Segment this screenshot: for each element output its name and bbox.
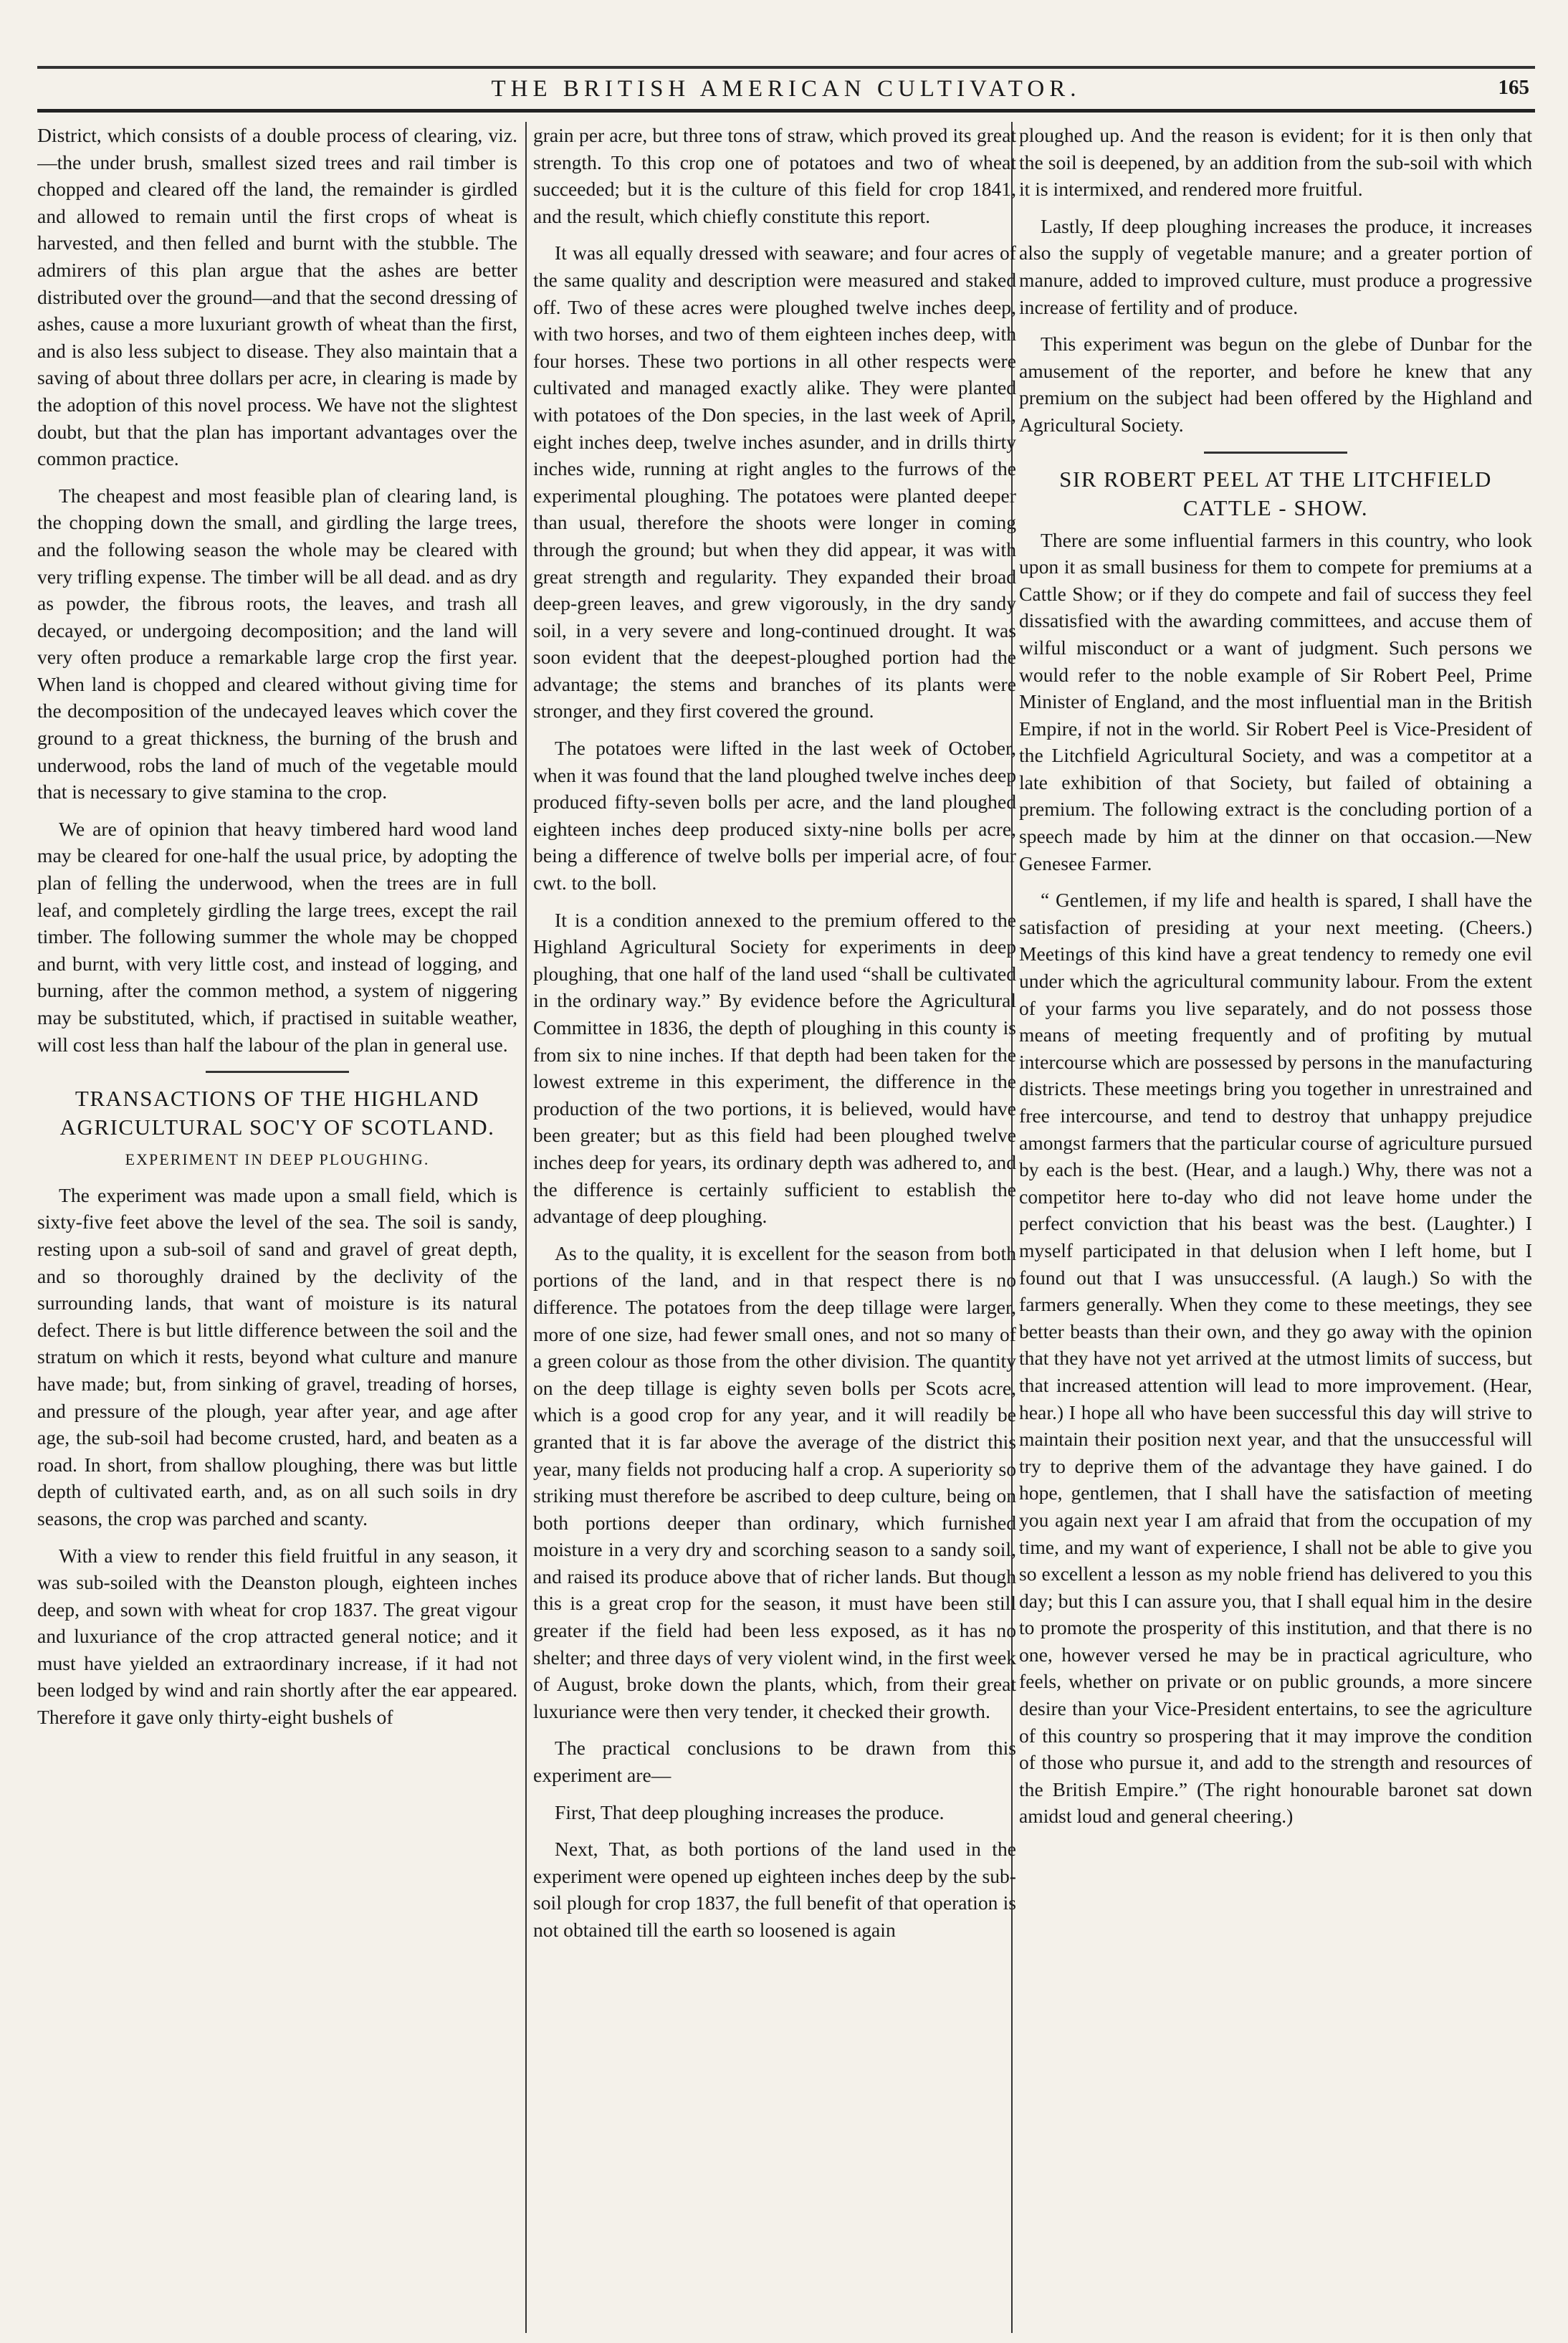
- paragraph: grain per acre, but three tons of straw, which proved its great strength. To this crop one of potatoes and two of wheat succeeded; but it is the culture of this field for crop 1841, and the result, which chiefly constitute this report.: [533, 124, 1016, 227]
- header-rule: [37, 66, 1535, 69]
- paragraph: “ Gentlemen, if my life and health is spared, I shall have the satisfaction of presiding at your next meeting. (Cheers.) Meetings of this kind have a great tendency to remedy one evil under which the agricultural community labour. From the extent of your farms you live separately, and do not possess those means of meeting frequently and of profiting by mutual intercourse which are possessed by persons in the manufacturing districts. These meetings bring you together in unrestrained and free intercourse, and tend to destroy that unhappy prejudice amongst farmers that the particular course of agriculture pursued by each is the best. (Hear, and a laugh.) Why, there was not a competitor here to-day who did not leave home under the perfect conviction that his beast was the best. (Laughter.) I myself participated in that delusion when I left home, but I found out that I was unsuccessful. (A laugh.) So with the farmers generally. When they come to these meetings, they see better beasts than their own, and they go away with the opinion that they have not yet arrived at the utmost limits of success, but that increased attention will lead to more improvement. (Hear, hear.) I hope all who have been successful this day will strive to maintain their position next year, and that the unsuccessful will try to deprive them of the advantage they have gained. I do hope, gentlemen, that I shall have the satisfaction of meeting you again next year I am afraid that from the occupation of my time, and my want of experience, I shall not be able to give you so excellent a lesson as my noble friend has delivered to you this day; but this I can assure you, that I shall equal him in the desire to promote the prosperity of this institution, and that there is no one, however versed he may be in practical agriculture, who feels, whether on private or on public grounds, a more sincere desire than your Vice-President entertains, to see the agriculture of this country so prospering that it may improve the condition of those who pursue it, and add to the strength and resources of the British Empire.” (The right honourable baronet sat down amidst loud and general cheering.): [1019, 889, 1532, 1828]
- paragraph: ploughed up. And the reason is evident; for it is then only that the soil is deepened, by an addition from the sub-soil with which it is intermixed, and rendered more fruitful.: [1019, 124, 1532, 201]
- column-middle: [533, 122, 1016, 2333]
- paragraph: As to the quality, it is excellent for the season from both portions of the land, and in that respect there is no difference. The potatoes from the deep tillage were larger, more of one size, had fewer small ones, and not so many of a green colour as those from the other division. The quantity on the deep tillage is eighty seven bolls per Scots acre, which is a good crop for any year, and it will readily be granted that it is far above the average of the district this year, many fields not producing half a crop. A superiority so striking must therefore be ascribed to deep culture, being on both portions deeper than ordinary, which furnished moisture in a very dry and scorching season to a sandy soil, and raised its produce above that of richer lands. But though this is a great crop for the season, it must have been still greater if the field had been less exposed, as it has no shelter; and three days of very violent wind, in the first week of August, broke down the plants, which, from their great luxuriance were then very tender, it checked their growth.: [533, 1241, 1016, 1722]
- paragraph: Lastly, If deep ploughing increases the produce, it increases also the supply of vegetable manure; and a greater portion of manure, added to improved culture, must produce a progressive increase of fertility and of produce.: [1019, 214, 1532, 318]
- paragraph: It was all equally dressed with seaware; and four acres of the same quality and description were measured and staked off. Two of these acres were ploughed twelve inches deep, with two horses, and two of them eighteen inches deep, with four horses. These two portions in all other respects were cultivated and managed exactly alike. They were planted with potatoes of the Don species, in the last week of April, eight inches deep, twelve inches asunder, and in drills thirty inches wide, running at right angles to the furrows of the experimental ploughing. The potatoes were planted deeper than usual, therefore the shoots were longer in coming through the ground; but when they did appear, it was with great strength and regularity. They expanded their broad deep-green leaves, and grew vigorously, in the dry sandy soil, in a very severe and long-continued drought. It was soon evident that the deepest-ploughed portion had the advantage; the stems and branches of its plants were stronger, and they first covered the ground.: [533, 242, 1016, 722]
- column-right: [1019, 122, 1532, 2333]
- paragraph: It is a condition annexed to the premium offered to the Highland Agricultural Society for experiments in deep ploughing, that one half of the land used “shall be cultivated in the ordinary way.” By evidence before the Agricultural Committee in 1836, the depth of ploughing in this county is from six to nine inches. If that depth had been taken for the lowest extreme in this experiment, the difference in the production of the two portions, it is believed, would have been greater; but as this field had been ploughed twelve inches deep for years, its ordinary depth was adhered to, and the difference is certainly sufficient to establish the advantage of deep ploughing.: [533, 908, 1016, 1228]
- column-divider: [525, 122, 527, 2333]
- paragraph: First, That deep ploughing increases the produce.: [555, 1800, 945, 1823]
- paragraph: District, which consists of a double process of clearing, viz.—the under brush, smallest sized trees and rail timber is chopped and cleared off the land, the remainder is girdled and allowed to remain until the first crops of wheat is harvested, and then felled and burnt with the stubble. The admirers of this plan argue that the ashes are better distributed over the ground—and that the second dressing of ashes, cause a more luxuriant growth of wheat than the first, and is also less subject to disease. They also maintain that a saving of about three dollars per acre, in clearing is made by the adoption of this novel process. We have not the slightest doubt, but that the plan has important advantages over the common practice.: [37, 124, 517, 470]
- paragraph: This experiment was begun on the glebe of Dunbar for the amusement of the reporter, and before he knew that any premium on the subject had been offered by the Highland and Agricultural Society.: [1019, 333, 1532, 436]
- paragraph: The cheapest and most feasible plan of clearing land, is the chopping down the small, and girdling the large trees, and the following season the whole may be cleared with very trifling expense. The timber will be all dead. and as dry as powder, the fibrous roots, the leaves, and trash all decayed, or undergoing decomposition; and the land will very often produce a remarkable large crop the first year. When land is chopped and cleared without giving time for the decomposition of the undecayed leaves which cover the ground to a great thickness, the burning of the brush and underwood, robs the land of much of the vegetable mould that is necessary to give stamina to the crop.: [37, 484, 517, 803]
- section-divider: [206, 1071, 349, 1073]
- paragraph: The practical conclusions to be drawn from this experiment are—: [533, 1737, 1016, 1787]
- paragraph: The potatoes were lifted in the last week of October, when it was found that the land ploughed twelve inches deep produced fifty-seven bolls per acre, and the land ploughed eighteen inches deep produced sixty-nine bolls per acre, being a difference of twelve bolls per imperial acre, of four cwt. to the boll.: [533, 737, 1016, 894]
- paragraph: With a view to render this field fruitful in any season, it was sub-soiled with the Deanston plough, eighteen inches deep, and sown with wheat for crop 1837. The great vigour and luxuriance of the crop attracted general notice; and it must have yielded an extraordinary increase, if it had not been lodged by wind and rain shortly after the ear appeared. Therefore it gave only thirty-eight bushels of: [37, 1544, 517, 1729]
- running-title: THE BRITISH AMERICAN CULTIVATOR.: [491, 76, 1081, 102]
- article-heading: SIR ROBERT PEEL AT THE LITCHFIELD CATTLE - SHOW.: [1059, 466, 1492, 520]
- page-number: 165: [1498, 76, 1529, 99]
- paragraph: There are some influential farmers in this country, who look upon it as small business for them to compete for premiums at a Cattle Show; or if they do compete and fail of success they feel dissatisfied with the awarding committees, and accuse them of wilful misconduct or a want of judgment. Such persons we would refer to the noble example of Sir Robert Peel, Prime Minister of England, and the most influential man in the British Empire, if not in the world. Sir Robert Peel is Vice-President of the Litchfield Agricultural Society, and was a competitor at a late exhibition of that Society, but failed of obtaining a premium. The following extract is the concluding portion of a speech made by him at the dinner on that occasion.—New Genesee Farmer.: [1019, 528, 1532, 874]
- section-divider: [1204, 452, 1347, 454]
- page-header: [37, 66, 1535, 113]
- paragraph: Next, That, as both portions of the land used in the experiment were opened up eighteen inches deep by the sub-soil plough for crop 1837, the full benefit of that operation is not obtained till the earth so loosened is again: [533, 1838, 1016, 1941]
- article-subheading: EXPERIMENT IN DEEP PLOUGHING.: [125, 1150, 430, 1169]
- paragraph: We are of opinion that heavy timbered hard wood land may be cleared for one-half the usual price, by adopting the plan of felling the underwood, when the trees are in full leaf, and completely girdling the large trees, except the rail timber. The following summer the whole may be chopped and burnt, with very little cost, and instead of logging, and burning, after the common method, a system of niggering may be substituted, which, if practised in suitable weather, will cost less than half the labour of the plan in general use.: [37, 817, 517, 1056]
- column-left: [37, 122, 517, 2333]
- paragraph: The experiment was made upon a small field, which is sixty-five feet above the level of the sea. The soil is sandy, resting upon a sub-soil of sand and gravel of great depth, and so thoroughly drained by the declivity of the surrounding lands, that want of moisture is its natural defect. There is but little difference between the soil and the stratum on which it rests, beyond what culture and manure have made; but, from sinking of gravel, treading of horses, and pressure of the plough, year after year, and age after age, the sub-soil had become crusted, hard, and beaten as a road. In short, from shallow ploughing, there was but little depth of cultivated earth, and, as on all such soils in dry seasons, the crop was parched and scanty.: [37, 1183, 517, 1530]
- article-heading: TRANSACTIONS OF THE HIGHLAND AGRICULTURAL SOC'Y OF SCOTLAND.: [59, 1086, 495, 1140]
